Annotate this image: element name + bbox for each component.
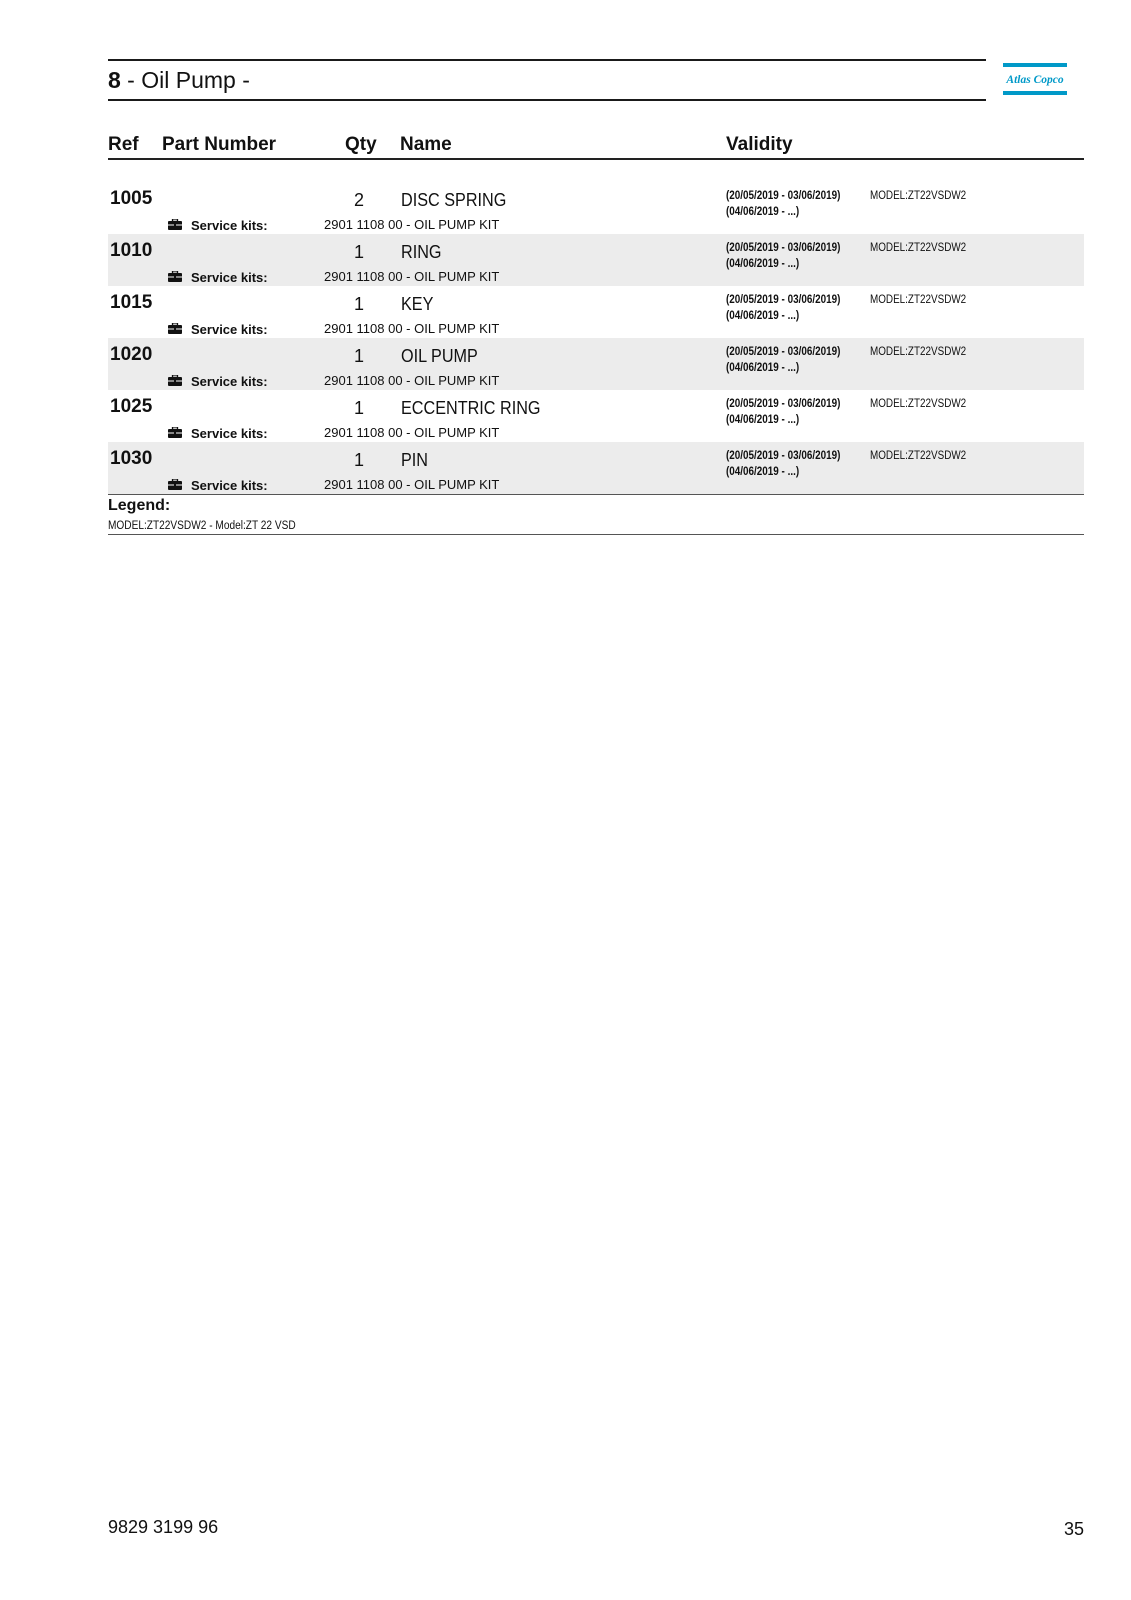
ref-cell: 1005 [110, 188, 153, 209]
toolbox-icon [168, 271, 182, 282]
validity-dates: (20/05/2019 - 03/06/2019) [726, 398, 841, 410]
validity-line-1 [726, 293, 967, 308]
qty-cell: 1 [353, 294, 364, 314]
table-row [108, 390, 1084, 442]
validity-dates: (20/05/2019 - 03/06/2019) [726, 450, 841, 462]
atlas-copco-logo [1003, 63, 1067, 95]
ref-cell: 1030 [110, 448, 153, 469]
validity-dates: (20/05/2019 - 03/06/2019) [726, 294, 841, 306]
validity-line-2: (04/06/2019 - ...) [726, 258, 800, 270]
service-kit-value: 2901 1108 00 - OIL PUMP KIT [324, 373, 500, 388]
service-kit-label: Service kits: [191, 270, 268, 285]
qty-cell: 1 [353, 346, 364, 366]
validity-model: MODEL:ZT22VSDW2 [870, 242, 967, 254]
validity-line-2: (04/06/2019 - ...) [726, 414, 800, 426]
validity-dates: (20/05/2019 - 03/06/2019) [726, 346, 841, 358]
ref-cell: 1025 [110, 396, 153, 417]
svg-text:Atlas Copco: Atlas Copco [1006, 74, 1064, 86]
toolbox-icon [168, 323, 182, 334]
header-divider [108, 158, 1084, 160]
table-row [108, 234, 1084, 286]
validity-model: MODEL:ZT22VSDW2 [870, 346, 967, 358]
name-cell: OIL PUMP [401, 346, 478, 366]
service-kit-value: 2901 1108 00 - OIL PUMP KIT [324, 321, 500, 336]
page-header [108, 59, 986, 101]
validity-line-2: (04/06/2019 - ...) [726, 206, 800, 218]
name-cell: ECCENTRIC RING [401, 398, 541, 418]
qty-cell: 1 [353, 450, 364, 470]
service-kit-label: Service kits: [191, 322, 268, 337]
validity-line-2: (04/06/2019 - ...) [726, 310, 800, 322]
validity-model: MODEL:ZT22VSDW2 [870, 294, 967, 306]
validity-model: MODEL:ZT22VSDW2 [870, 450, 967, 462]
service-kit-value: 2901 1108 00 - OIL PUMP KIT [324, 217, 500, 232]
ref-cell: 1010 [110, 240, 153, 261]
service-kit-label: Service kits: [191, 478, 268, 493]
service-kit-label: Service kits: [191, 218, 268, 233]
service-kit-value: 2901 1108 00 - OIL PUMP KIT [324, 425, 500, 440]
column-header-part-number: Part Number [162, 134, 277, 155]
page-number: 35 [1063, 1519, 1084, 1539]
table-row [108, 286, 1084, 338]
column-header-ref: Ref [108, 134, 139, 155]
column-header-name: Name [400, 134, 452, 155]
toolbox-icon [168, 219, 182, 230]
ref-cell: 1015 [110, 292, 153, 313]
validity-line-2: (04/06/2019 - ...) [726, 362, 800, 374]
qty-cell: 1 [353, 398, 364, 418]
toolbox-icon [168, 375, 182, 386]
legend-title: Legend: [108, 497, 171, 514]
validity-model: MODEL:ZT22VSDW2 [870, 398, 967, 410]
document-number: 9829 3199 96 [108, 1517, 219, 1537]
table-bottom-divider [108, 494, 1084, 495]
validity-line-1 [726, 449, 967, 464]
section-title: - Oil Pump - [120, 67, 250, 93]
validity-line-1 [726, 345, 967, 360]
service-kit-label: Service kits: [191, 374, 268, 389]
table-row [108, 442, 1084, 494]
section-number: 8 [108, 67, 121, 93]
column-header-qty: Qty [345, 134, 377, 155]
name-cell: DISC SPRING [401, 190, 507, 210]
validity-model: MODEL:ZT22VSDW2 [870, 190, 967, 202]
legend-text: MODEL:ZT22VSDW2 - Model:ZT 22 VSD [108, 520, 296, 532]
legend-divider [108, 534, 1084, 535]
validity-dates: (20/05/2019 - 03/06/2019) [726, 242, 841, 254]
qty-cell: 1 [353, 242, 364, 262]
table-row [108, 338, 1084, 390]
name-cell: KEY [401, 294, 434, 314]
name-cell: PIN [401, 450, 429, 470]
toolbox-icon [168, 479, 182, 490]
qty-cell: 2 [353, 190, 364, 210]
validity-line-1 [726, 189, 967, 204]
service-kit-value: 2901 1108 00 - OIL PUMP KIT [324, 477, 500, 492]
service-kit-value: 2901 1108 00 - OIL PUMP KIT [324, 269, 500, 284]
validity-line-1 [726, 397, 967, 412]
toolbox-icon [168, 427, 182, 438]
page-title [108, 65, 250, 95]
ref-cell: 1020 [110, 344, 153, 365]
service-kit-label: Service kits: [191, 426, 268, 441]
validity-dates: (20/05/2019 - 03/06/2019) [726, 190, 841, 202]
validity-line-2: (04/06/2019 - ...) [726, 466, 800, 478]
validity-line-1 [726, 241, 967, 256]
name-cell: RING [401, 242, 442, 262]
column-header-validity: Validity [726, 134, 793, 155]
table-row [108, 182, 1084, 234]
